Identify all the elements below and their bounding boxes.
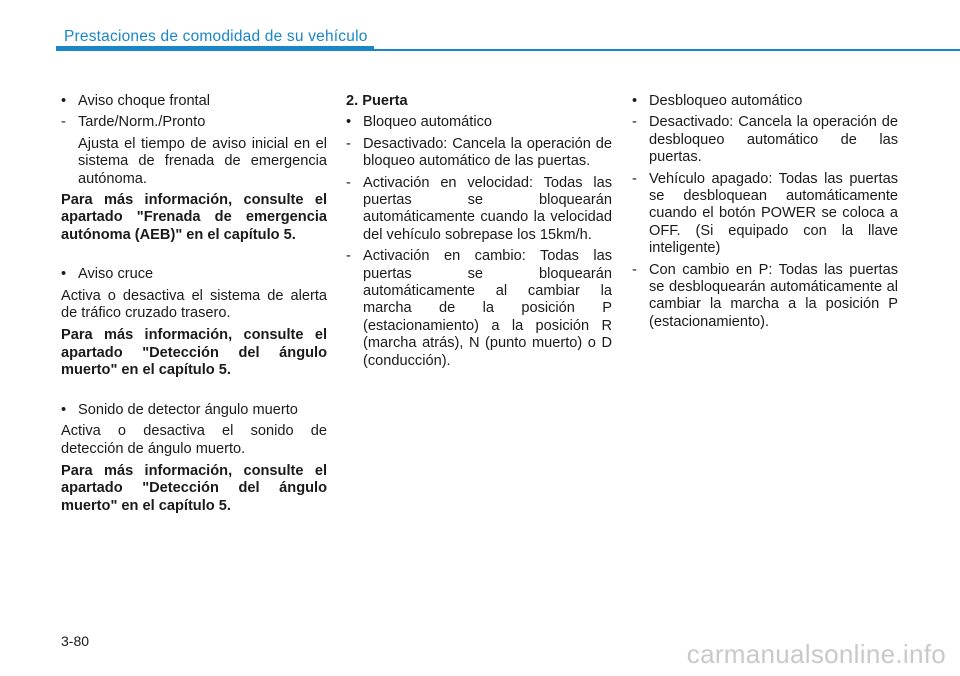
reference-note: Para más información, consulte el apartado "Detección del ángulo muerto" en el capítulo 5. [61, 462, 327, 514]
section-header: Prestaciones de comodidad de su vehículo [64, 28, 368, 45]
dash-marker: - [346, 174, 351, 191]
dash-text: Desactivado: Cancela la operación de bloqueo automático de las puertas. [363, 135, 612, 170]
reference-note: Para más información, consulte el apartado "Detección del ángulo muerto" en el capítulo 5. [61, 327, 327, 379]
dash-item [632, 171, 898, 258]
dash-item [346, 175, 612, 245]
dash-marker: - [632, 114, 637, 131]
dash-item [61, 114, 327, 131]
dash-text: Con cambio en P: Todas las puertas se desbloquearán automáticamente al cambiar la marcha a la posición P (estacionamiento). [649, 261, 898, 330]
section-heading: 2. Puerta [346, 93, 408, 109]
bullet-text: Sonido de detector ángulo muerto [78, 401, 298, 418]
column-1 [61, 93, 327, 520]
bullet-item [346, 114, 612, 131]
paragraph: Activa o desactiva el sonido de detección de ángulo muerto. [61, 423, 327, 457]
bullet-marker: • [61, 266, 67, 283]
dash-marker: - [346, 135, 351, 152]
dash-item [632, 114, 898, 166]
bullet-item [632, 93, 898, 110]
bullet-item [61, 402, 327, 419]
paragraph: Activa o desactiva el sistema de alerta de tráfico cruzado trasero. [61, 287, 327, 322]
bullet-text: Desbloqueo automático [649, 93, 803, 109]
dash-item [346, 248, 612, 370]
indented-paragraph: Ajusta el tiempo de aviso inicial en el sistema de frenada de emergencia autónoma. [78, 135, 327, 187]
dash-marker: - [346, 248, 351, 265]
bullet-text: Bloqueo automático [363, 114, 492, 131]
dash-marker: - [632, 261, 637, 278]
bullet-marker: • [346, 114, 352, 131]
dash-text: Desactivado: Cancela la operación de desbloqueo automático de las puertas. [649, 114, 898, 166]
dash-text: Activación en velocidad: Todas las puertas se bloquearán automáticamente cuando la velocidad del vehículo sobrepase los 15km/h. [363, 174, 612, 243]
dash-marker: - [61, 114, 66, 131]
dash-text: Vehículo apagado: Todas las puertas se desbloquean automáticamente cuando el botón POWER se coloca a OFF. (Si equipado con la llave inteligente) [649, 170, 898, 257]
bullet-marker: • [61, 401, 67, 418]
reference-note: Para más información, consulte el apartado "Frenada de emergencia autónoma (AEB)" en el capítulo 5. [61, 192, 327, 243]
dash-item [346, 136, 612, 171]
bullet-marker: • [632, 93, 638, 109]
bullet-item [61, 93, 327, 110]
watermark: carmanualsonline.info [686, 639, 946, 669]
bullet-marker: • [61, 93, 67, 109]
dash-item [632, 262, 898, 332]
header-rule-thick [56, 46, 374, 51]
header-rule-thin [374, 49, 960, 51]
page-number: 3-80 [61, 633, 90, 649]
column-3 [632, 93, 898, 335]
bullet-text: Aviso choque frontal [78, 93, 210, 109]
dash-text: Activación en cambio: Todas las puertas se bloquearán automáticamente al cambiar la marcha de la posición P (estacionamiento) a la posición R (marcha atrás), N (punto muerto) o D (conducción). [363, 248, 612, 369]
bullet-item [61, 266, 327, 283]
dash-text: Tarde/Norm./Pronto [78, 114, 206, 131]
column-2 [346, 93, 612, 374]
bullet-text: Aviso cruce [78, 266, 154, 283]
dash-marker: - [632, 170, 637, 187]
